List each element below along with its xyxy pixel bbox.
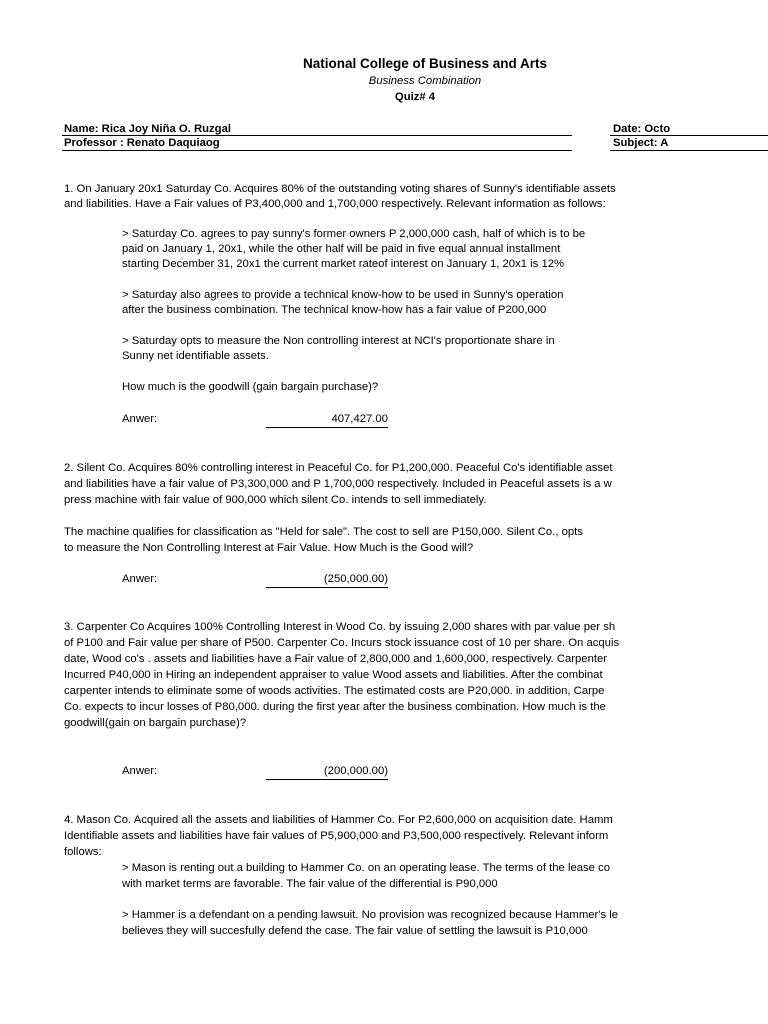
q1-bullet-2-line-2: after the business combination. The technical know-how has a fair value of P200,000 <box>122 304 547 316</box>
q1-answer-label: Anwer: <box>122 413 158 425</box>
q2-line-4: The machine qualifies for classification as "Held for sale". The cost to sell are P150,000. Silent Co., opts <box>64 526 583 538</box>
q3-answer-label: Anwer: <box>122 765 158 777</box>
course-title: Business Combination <box>368 75 482 87</box>
q2-line-1: 2. Silent Co. Acquires 80% controlling interest in Peaceful Co. for P1,200,000. Peaceful Co's identifiable asset <box>64 462 613 474</box>
q1-question: How much is the goodwill (gain bargain purchase)? <box>122 381 379 393</box>
q3-line-1: 3. Carpenter Co Acquires 100% Controlling Interest in Wood Co. by issuing 2,000 shares with par value per sh <box>64 621 616 633</box>
q3-line-4: Incurred P40,000 in Hiring an independent appraiser to value Wood assets and liabilities. After the combinat <box>64 669 603 681</box>
q3-line-3: date, Wood co's . assets and liabilities have a Fair value of 2,800,000 and 1,600,000, respectively. Carpenter <box>64 653 608 665</box>
subject-label: Subject: A <box>613 137 669 149</box>
date-label: Date: Octo <box>613 123 671 135</box>
q1-answer-value: 407,427.00 <box>266 412 388 428</box>
q2-line-5: to measure the Non Controlling Interest at Fair Value. How Much is the Good will? <box>64 542 474 554</box>
college-title: National College of Business and Arts <box>302 56 548 71</box>
professor-name: Professor : Renato Daquiaog <box>64 137 220 149</box>
q4-line-1: 4. Mason Co. Acquired all the assets and liabilities of Hammer Co. For P2,600,000 on acquisition date. Hamm <box>64 814 613 826</box>
student-name: Name: Rica Joy Niña O. Ruzgal <box>64 123 231 135</box>
q3-line-7: goodwill(gain on bargain purchase)? <box>64 717 247 729</box>
q2-line-3: press machine with fair value of 900,000 which silent Co. intends to sell immediately. <box>64 494 487 506</box>
q2-answer-label: Anwer: <box>122 573 158 585</box>
q4-line-2: Identifiable assets and liabilities have fair values of P5,900,000 and P3,500,000 respectively. Relevant inform <box>64 830 609 842</box>
q3-line-2: of P100 and Fair value per share of P500. Carpenter Co. Incurs stock issuance cost of 10 per share. On acquis <box>64 637 620 649</box>
q1-bullet-2-line-1: > Saturday also agrees to provide a technical know-how to be used in Sunny's operation <box>122 289 564 301</box>
q3-line-5: carpenter intends to eliminate some of woods activities. The estimated costs are P20,000. in addition, Carpe <box>64 685 605 697</box>
professor-underline <box>62 150 572 151</box>
q1-bullet-1-line-1: > Saturday Co. agrees to pay sunny's former owners P 2,000,000 cash, half of which is to be <box>122 228 586 240</box>
q4-bullet-1-line-1: > Mason is renting out a building to Hammer Co. on an operating lease. The terms of the lease co <box>122 862 611 874</box>
q1-bullet-3-line-2: Sunny net identifiable assets. <box>122 350 269 362</box>
q1-bullet-1-line-2: paid on January 1, 20x1, while the other half will be paid in five equal annual installment <box>122 243 561 255</box>
q4-bullet-2-line-1: > Hammer is a defendant on a pending lawsuit. No provision was recognized because Hammer's le <box>122 909 619 921</box>
q1-line-2: and liabilities. Have a Fair values of P3,400,000 and 1,700,000 respectively. Relevant information as follows: <box>64 198 606 210</box>
q1-bullet-3-line-1: > Saturday opts to measure the Non controlling interest at NCI's proportionate share in <box>122 335 555 347</box>
q4-line-3: follows: <box>64 846 102 858</box>
q3-answer-value: (200,000.00) <box>266 764 388 780</box>
q1-bullet-1-line-3: starting December 31, 20x1 the current market rateof interest on January 1, 20x1 is 12% <box>122 258 565 270</box>
q3-line-6: Co. expects to incur losses of P80,000. during the first year after the business combination. How much is the <box>64 701 606 713</box>
q4-bullet-2-line-2: believes they will succesfully defend the case. The fair value of settling the lawsuit is P10,000 <box>122 925 588 937</box>
q2-answer-value: (250,000.00) <box>266 572 388 588</box>
quiz-number: Quiz# 4 <box>394 91 436 103</box>
q2-line-2: and liabilities have a fair value of P3,300,000 and P 1,700,000 respectively. Included in Peaceful assets is a w <box>64 478 612 490</box>
q1-line-1: 1. On January 20x1 Saturday Co. Acquires 80% of the outstanding voting shares of Sunny's identifiable assets <box>64 183 616 195</box>
subject-underline <box>610 150 768 151</box>
q4-bullet-1-line-2: with market terms are favorable. The fair value of the differential is P90,000 <box>122 878 498 890</box>
